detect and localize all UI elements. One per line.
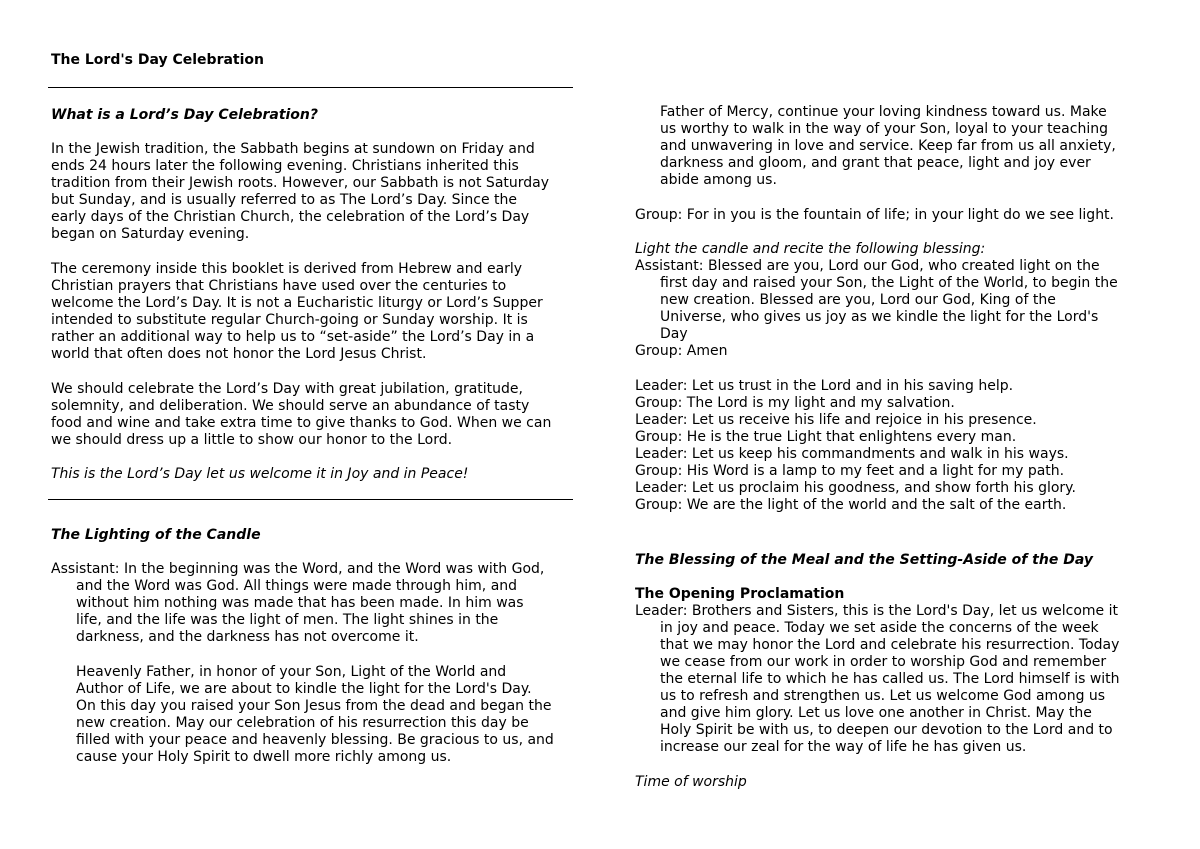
text-line: darkness, and the darkness has not overcome it. xyxy=(76,629,419,645)
paragraph-jewish-tradition xyxy=(51,141,576,243)
text-line: Author of Life, we are about to kindle the light for the Lord's Day. xyxy=(76,681,532,697)
text-line: Day xyxy=(660,326,688,342)
litany xyxy=(635,378,1155,514)
closing-text: This is the Lord’s Day let us welcome it in Joy and in Peace! xyxy=(51,466,469,482)
section-heading: What is a Lord’s Day Celebration? xyxy=(51,107,319,123)
section-heading: The Blessing of the Meal and the Setting-Aside of the Day xyxy=(635,552,1093,568)
text-line: the eternal life to which he has called us. The Lord himself is with xyxy=(660,671,1120,687)
text-line: Group: For in you is the fountain of life; in your light do we see light. xyxy=(635,207,1115,223)
text-line: Assistant: In the beginning was the Word, and the Word was with God, xyxy=(51,561,545,577)
section-lighting xyxy=(51,527,576,544)
text-line: life, and the life was the light of men. The light shines in the xyxy=(76,612,499,628)
text-line: ends 24 hours later the following evening. Christians inherited this xyxy=(51,158,519,174)
text-line: new creation. Blessed are you, Lord our God, King of the xyxy=(660,292,1056,308)
litany-line: Leader: Let us keep his commandments and walk in his ways. xyxy=(635,446,1069,462)
text-line: we should dress up a little to show our honor to the Lord. xyxy=(51,432,453,448)
paragraph-ceremony xyxy=(51,261,576,363)
text-line: began on Saturday evening. xyxy=(51,226,250,242)
text-line: Group: Amen xyxy=(635,343,728,359)
text-line: increase our zeal for the way of life he has given us. xyxy=(660,739,1027,755)
paragraph-in-the-beginning xyxy=(51,561,576,646)
text-line: but Sunday, and is usually referred to as The Lord’s Day. Since the xyxy=(51,192,518,208)
litany-line: Leader: Let us trust in the Lord and in his saving help. xyxy=(635,378,1014,394)
text-line: cause your Holy Spirit to dwell more richly among us. xyxy=(76,749,452,765)
text-line: In the Jewish tradition, the Sabbath begins at sundown on Friday and xyxy=(51,141,535,157)
litany-line: Group: The Lord is my light and my salvation. xyxy=(635,395,955,411)
litany-line: Group: We are the light of the world and the salt of the earth. xyxy=(635,497,1067,513)
document-title xyxy=(51,52,576,69)
text-line: and give him glory. Let us love one another in Christ. May the xyxy=(660,705,1092,721)
text-line: intended to substitute regular Church-going or Sunday worship. It is xyxy=(51,312,528,328)
instruction-text: Light the candle and recite the following blessing: xyxy=(635,241,986,257)
text-line: The ceremony inside this booklet is derived from Hebrew and early xyxy=(51,261,523,277)
closing-line xyxy=(51,466,576,483)
litany-line: Leader: Let us receive his life and rejoice in his presence. xyxy=(635,412,1037,428)
text-line: tradition from their Jewish roots. However, our Sabbath is not Saturday xyxy=(51,175,550,191)
paragraph-father-of-mercy xyxy=(635,104,1155,189)
candle-instruction xyxy=(635,241,1155,258)
text-line: Leader: Brothers and Sisters, this is the Lord's Day, let us welcome it xyxy=(635,603,1118,619)
text-line: food and wine and take extra time to give thanks to God. When we can xyxy=(51,415,552,431)
page-title: The Lord's Day Celebration xyxy=(51,52,264,68)
text-line: we cease from our work in order to worship God and remember xyxy=(660,654,1107,670)
section-blessing-meal xyxy=(635,552,1155,569)
text-line: Assistant: Blessed are you, Lord our God, who created light on the xyxy=(635,258,1100,274)
text-line: and unwavering in love and service. Keep far from us all anxiety, xyxy=(660,138,1116,154)
text-line: We should celebrate the Lord’s Day with great jubilation, gratitude, xyxy=(51,381,523,397)
litany-line: Group: His Word is a lamp to my feet and a light for my path. xyxy=(635,463,1065,479)
text-line: abide among us. xyxy=(660,172,777,188)
text-line: welcome the Lord’s Day. It is not a Eucharistic liturgy or Lord’s Supper xyxy=(51,295,543,311)
text-line: without him nothing was made that has been made. In him was xyxy=(76,595,524,611)
text-line: Father of Mercy, continue your loving kindness toward us. Make xyxy=(660,104,1107,120)
text-line: in joy and peace. Today we set aside the concerns of the week xyxy=(660,620,1099,636)
text-line: first day and raised your Son, the Light of the World, to begin the xyxy=(660,275,1118,291)
text-line: us worthy to walk in the way of your Son, loyal to your teaching xyxy=(660,121,1108,137)
text-line: us to refresh and strengthen us. Let us welcome God among us xyxy=(660,688,1106,704)
text-line: rather an additional way to help us to “set-aside” the Lord’s Day in a xyxy=(51,329,535,345)
text-line: Christian prayers that Christians have used over the centuries to xyxy=(51,278,507,294)
divider xyxy=(48,87,573,88)
text-line: world that often does not honor the Lord Jesus Christ. xyxy=(51,346,427,362)
paragraph-celebrate xyxy=(51,381,576,449)
section-heading: The Lighting of the Candle xyxy=(51,527,261,543)
text-line: Heavenly Father, in honor of your Son, Light of the World and xyxy=(76,664,507,680)
text-line: early days of the Christian Church, the celebration of the Lord’s Day xyxy=(51,209,530,225)
section-what-is xyxy=(51,107,576,124)
time-of-worship-text: Time of worship xyxy=(635,774,747,790)
time-of-worship xyxy=(635,774,1155,791)
text-line: Holy Spirit be with us, to deepen our devotion to the Lord and to xyxy=(660,722,1113,738)
litany-line: Leader: Let us proclaim his goodness, and show forth his glory. xyxy=(635,480,1076,496)
text-line: Universe, who gives us joy as we kindle the light for the Lord's xyxy=(660,309,1099,325)
divider xyxy=(48,499,573,500)
text-line: new creation. May our celebration of his resurrection this day be xyxy=(76,715,529,731)
text-line: solemnity, and deliberation. We should serve an abundance of tasty xyxy=(51,398,530,414)
paragraph-heavenly-father xyxy=(51,664,576,766)
text-line: that we may honor the Lord and celebrate his resurrection. Today xyxy=(660,637,1120,653)
text-line: and the Word was God. All things were made through him, and xyxy=(76,578,518,594)
subheading: The Opening Proclamation xyxy=(635,586,845,602)
litany-line: Group: He is the true Light that enlightens every man. xyxy=(635,429,1017,445)
opening-proclamation xyxy=(635,586,1155,756)
paragraph-blessing xyxy=(635,258,1155,360)
text-line: filled with your peace and heavenly blessing. Be gracious to us, and xyxy=(76,732,554,748)
text-line: darkness and gloom, and grant that peace, light and joy ever xyxy=(660,155,1091,171)
group-response xyxy=(635,207,1155,224)
text-line: On this day you raised your Son Jesus from the dead and began the xyxy=(76,698,552,714)
